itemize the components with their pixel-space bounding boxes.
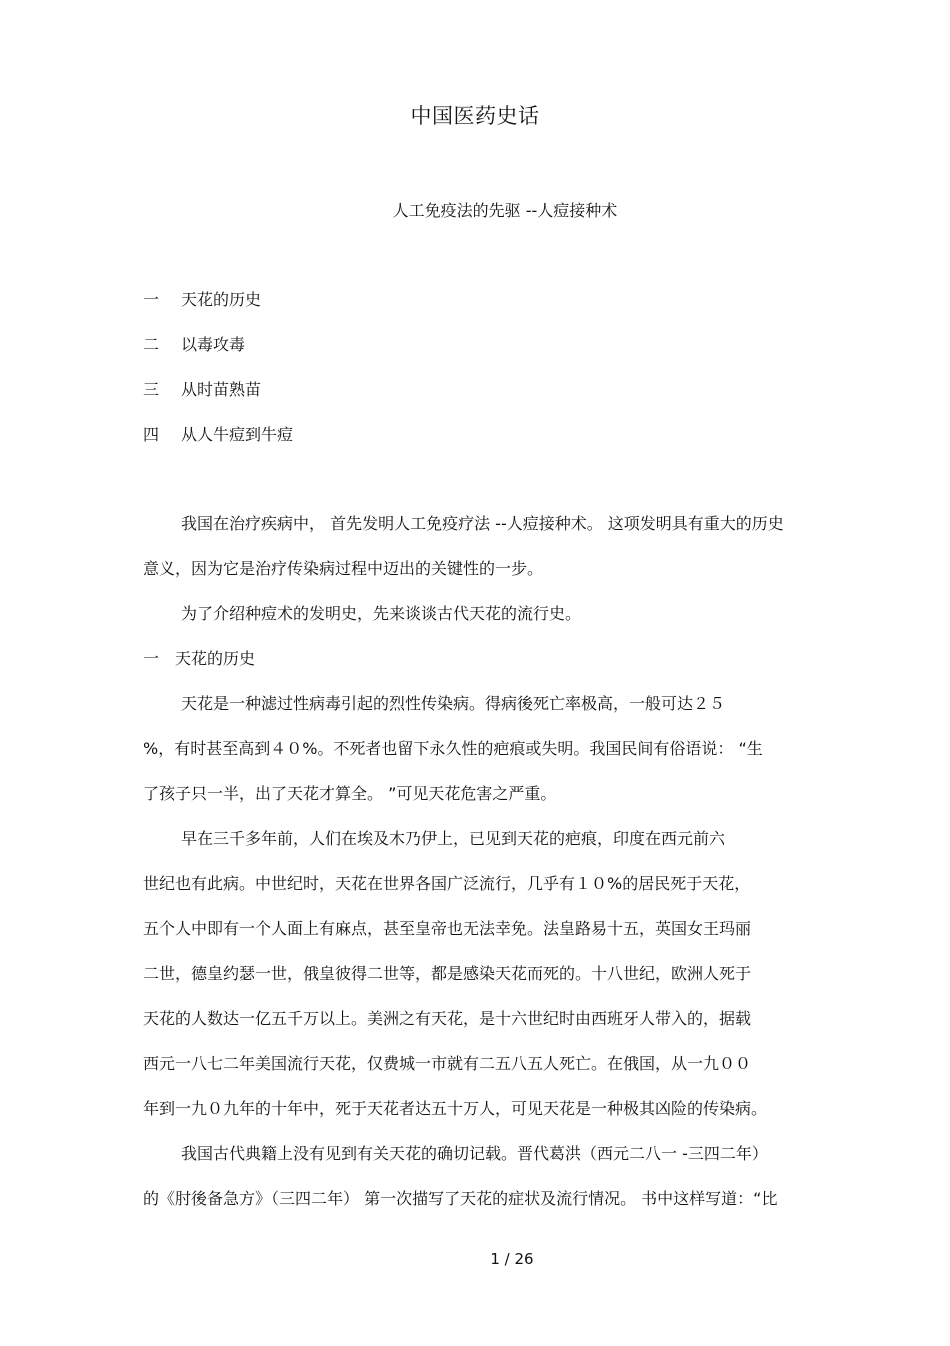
page-subtitle: 人工免疫法的先驱 --人痘接种术	[392, 201, 618, 220]
toc-item	[143, 287, 261, 310]
page-number: 1 / 26	[490, 1250, 534, 1268]
paragraph-line: 我国古代典籍上没有见到有关天花的确切记载。晋代葛洪（西元二八一 -三四二年）	[181, 1144, 768, 1163]
paragraph-line: 的《肘後备急方》（三四二年） 第一次描写了天花的症状及流行情况。 书中这样写道：“比	[143, 1189, 778, 1208]
toc-number: 一	[143, 290, 160, 309]
toc-label: 从时苗熟苗	[181, 380, 262, 399]
toc-item	[143, 332, 245, 355]
page-title: 中国医药史话	[410, 104, 540, 128]
toc-item	[143, 377, 261, 400]
paragraph-line: 天花是一种滤过性病毒引起的烈性传染病。得病後死亡率极高，一般可达２５	[181, 694, 726, 713]
toc-number: 三	[143, 380, 160, 399]
toc-label: 从人牛痘到牛痘	[181, 425, 294, 444]
paragraph-line: 为了介绍种痘术的发明史，先来谈谈古代天花的流行史。	[181, 604, 582, 623]
paragraph-line: 二世，德皇约瑟一世，俄皇彼得二世等，都是感染天花而死的。十八世纪，欧洲人死于	[143, 964, 752, 983]
section-heading: 一 天花的历史	[143, 649, 256, 668]
paragraph-line: 我国在治疗疾病中， 首先发明人工免疫疗法 --人痘接种术。 这项发明具有重大的历史	[181, 514, 784, 533]
paragraph-line: 西元一八七二年美国流行天花，仅费城一市就有二五八五人死亡。在俄国，从一九００	[143, 1054, 752, 1073]
toc-item	[143, 422, 293, 445]
paragraph-line: %，有时甚至高到４０%。不死者也留下永久性的疤痕或失明。我国民间有俗语说： “生	[143, 739, 763, 758]
paragraph-line: 天花的人数达一亿五千万以上。美洲之有天花，是十六世纪时由西班牙人带入的，据载	[143, 1009, 752, 1028]
paragraph-line: 了孩子只一半，出了天花才算全。 ”可见天花危害之严重。	[143, 784, 557, 803]
toc-number: 四	[143, 425, 160, 444]
toc-label: 以毒攻毒	[181, 335, 246, 354]
paragraph-line: 年到一九０九年的十年中，死于天花者达五十万人，可见天花是一种极其凶险的传染病。	[143, 1099, 768, 1118]
paragraph-line: 意义，因为它是治疗传染病过程中迈出的关键性的一步。	[143, 559, 544, 578]
paragraph-line: 早在三千多年前，人们在埃及木乃伊上，已见到天花的疤痕，印度在西元前六	[181, 829, 726, 848]
paragraph-line: 五个人中即有一个人面上有麻点，甚至皇帝也无法幸免。法皇路易十五，英国女王玛丽	[143, 919, 752, 938]
toc-number: 二	[143, 335, 160, 354]
toc-label: 天花的历史	[181, 290, 262, 309]
paragraph-line: 世纪也有此病。中世纪时，天花在世界各国广泛流行，几乎有１０%的居民死于天花，	[143, 874, 751, 893]
